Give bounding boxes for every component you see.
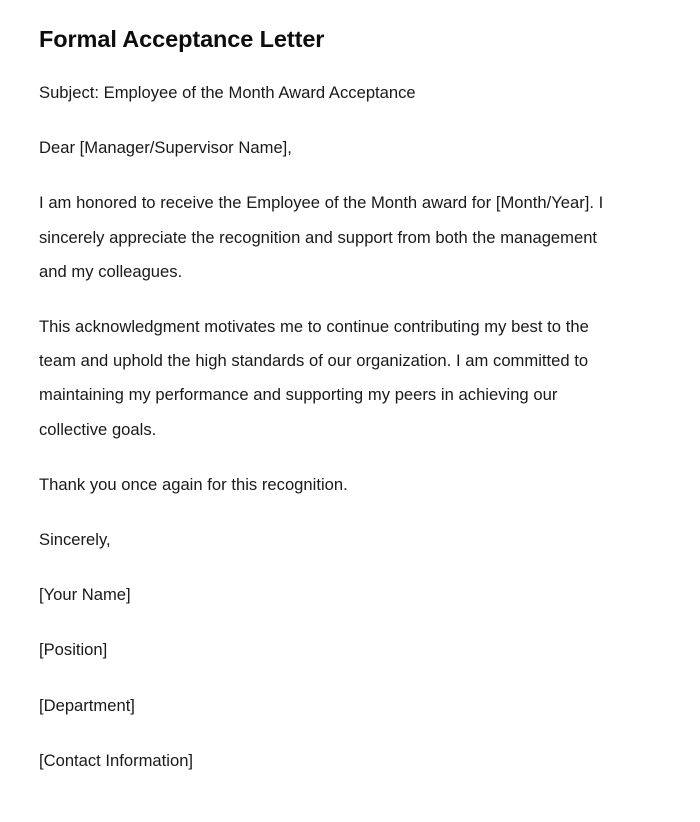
salutation: Dear [Manager/Supervisor Name], xyxy=(39,138,292,158)
signature-contact-information: [Contact Information] xyxy=(39,750,194,770)
body-paragraph-3: Thank you once again for this recognition. xyxy=(39,474,348,494)
formal-acceptance-letter xyxy=(39,24,627,778)
body-paragraph-2: This acknowledgment motivates me to continue contributing my best to the team and uphold the high standards of our organization. I am committed to maintaining my performance and supporting my peers in achieving our collective goals. xyxy=(39,317,589,439)
signature-position: [Position] xyxy=(39,640,108,660)
closing: Sincerely, xyxy=(39,530,111,550)
signature-your-name: [Your Name] xyxy=(39,585,131,605)
page-title: Formal Acceptance Letter xyxy=(39,26,325,52)
signature-department: [Department] xyxy=(39,695,135,715)
subject-line: Subject: Employee of the Month Award Acceptance xyxy=(39,83,416,102)
body-paragraph-1: I am honored to receive the Employee of the Month award for [Month/Year]. I sincerely appreciate the recognition and support from both the management and my colleagues. xyxy=(39,193,604,281)
